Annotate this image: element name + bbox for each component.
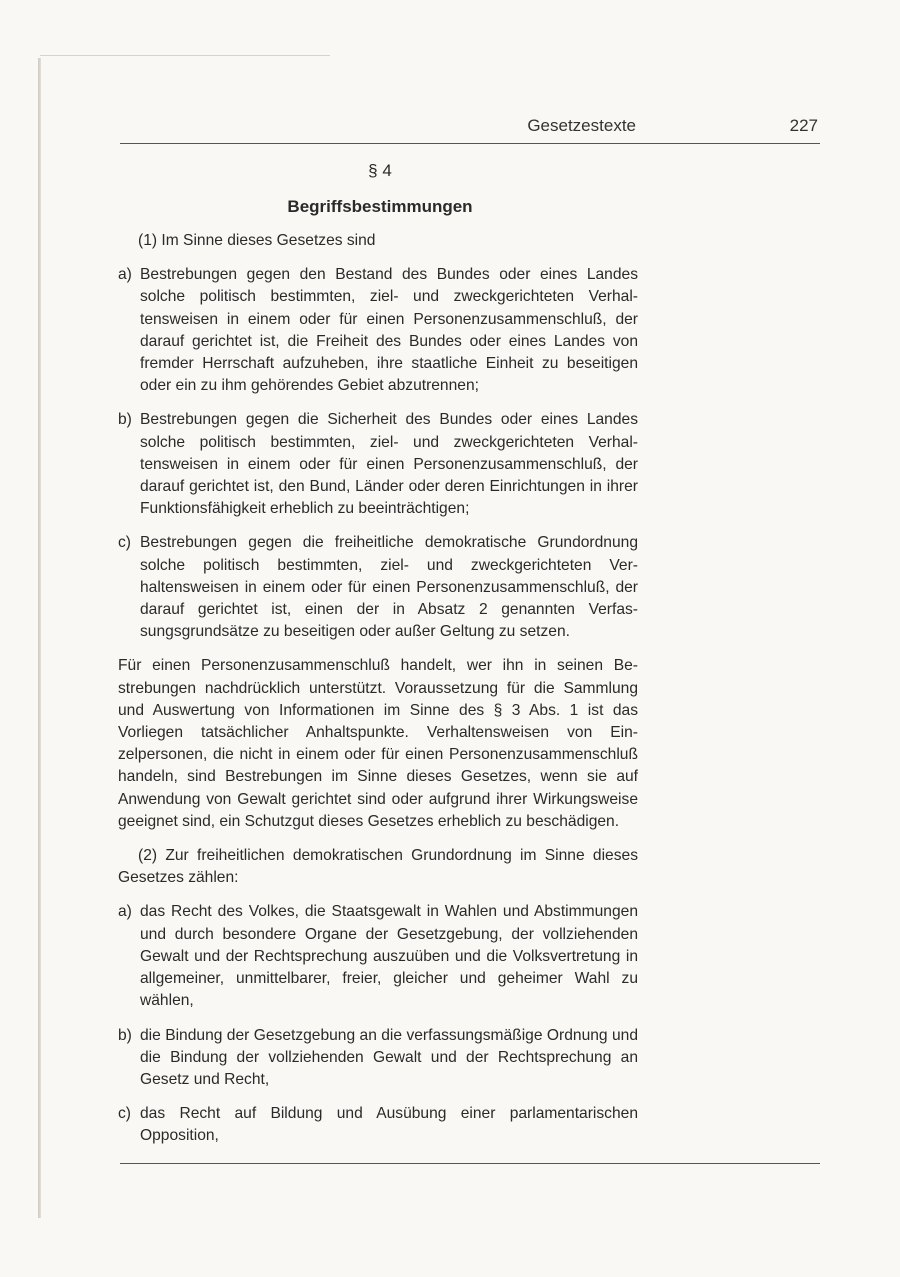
section-title: Begriffsbestimmungen xyxy=(287,197,473,216)
footer-rule xyxy=(120,1163,820,1164)
section-number: § 4 xyxy=(368,161,392,180)
list-item xyxy=(118,901,638,1012)
list-item-letter: c) xyxy=(118,1105,131,1123)
list-item-text: die Bindung der Gesetzgebung an die verfassungsmäßige Ordnung und die Bindung der vollziehenden Gewalt und der Rechtsprechung an Gesetz und Recht, xyxy=(140,1026,638,1088)
page-binding-edge xyxy=(38,58,41,1218)
list-item xyxy=(118,1103,638,1147)
subsection-2-intro: (2) Zur freiheitlichen demokratischen Grundordnung im Sinne dieses Gesetzes zählen: xyxy=(118,847,638,887)
list-item xyxy=(118,264,638,397)
list-item-text: das Recht des Volkes, die Staatsgewalt in Wahlen und Abstimmungen und durch besondere Organe der Gesetzgebung, der vollziehenden Gewalt und der Rechtsprechung auszuüben und die Volksvertretung in allgemeiner, unmittelbarer, freier, gleicher und geheimer Wahl zu wählen, xyxy=(140,903,638,1010)
list-item-text: Bestrebungen gegen die Sicherheit des Bundes oder eines Landes solche politisch bestimmten, ziel- und zweckgerichteten Verhaltensweisen in einem oder für einen Personenzusammenschluß, der darauf gerichtet ist, den Bund, Länder oder deren Einrichtungen in ihrer Funktionsfähigkeit erheblich zu beeinträchtigen; xyxy=(140,411,638,518)
header-rule xyxy=(120,143,820,144)
body-text xyxy=(118,230,638,1160)
list-item-text: Bestrebungen gegen den Bestand des Bundes oder eines Landes solche politisch bestimmten, ziel- und zweckgerichteten Verhaltensweisen in einem oder für einen Personenzusammenschluß, der darauf gerichtet ist, die Freiheit des Bundes oder eines Landes von fremder Herrschaft aufzuheben, ihre staatliche Einheit zu beseitigen oder ein zu ihm gehörendes Gebiet abzutrennen; xyxy=(140,266,638,395)
list-item-text: Bestrebungen gegen die freiheitliche demokratische Grundordnung solche politisch bestimmten, ziel- und zweckgerichteten Verhaltensweisen in einem oder für einen Personenzusammenschluß, der darauf gerichtet ist, einen der in Absatz 2 genannten Verfassungsgrundsätze zu beseitigen oder außer Geltung zu setzen. xyxy=(140,534,638,641)
page-number: 227 xyxy=(789,116,818,135)
list-item-letter: c) xyxy=(118,534,131,552)
list-item xyxy=(118,1025,638,1092)
list-item-letter: b) xyxy=(118,411,132,429)
page-header xyxy=(120,116,820,140)
body-paragraph: Für einen Personenzusammenschluß handelt, wer ihn in seinen Bestrebungen nachdrücklich unterstützt. Voraussetzung für die Sammlung und Auswertung von Informationen im Sinne des § 3 Abs. 1 ist das Vorliegen tatsächlicher Anhaltspunkte. Verhaltensweisen von Einzelpersonen, die nicht in einem oder für einen Personenzusammenschluß handeln, sind Bestrebungen im Sinne dieses Gesetzes, wenn sie auf Anwendung von Gewalt gerichtet sind oder aufgrund ihrer Wirkungsweise geeignet sind, ein Schutzgut dieses Gesetzes erheblich zu beschädigen. xyxy=(118,657,638,830)
list-item xyxy=(118,532,638,643)
list-item xyxy=(118,409,638,520)
running-title: Gesetzestexte xyxy=(527,116,636,135)
list-item-letter: a) xyxy=(118,266,132,284)
list-item-letter: b) xyxy=(118,1026,132,1044)
faint-top-edge xyxy=(40,55,330,56)
list-item-letter: a) xyxy=(118,903,132,921)
list-item-text: das Recht auf Bildung und Ausübung einer parlamentarischen Opposition, xyxy=(140,1105,638,1145)
subsection-1-intro: (1) Im Sinne dieses Gesetzes sind xyxy=(138,232,376,249)
